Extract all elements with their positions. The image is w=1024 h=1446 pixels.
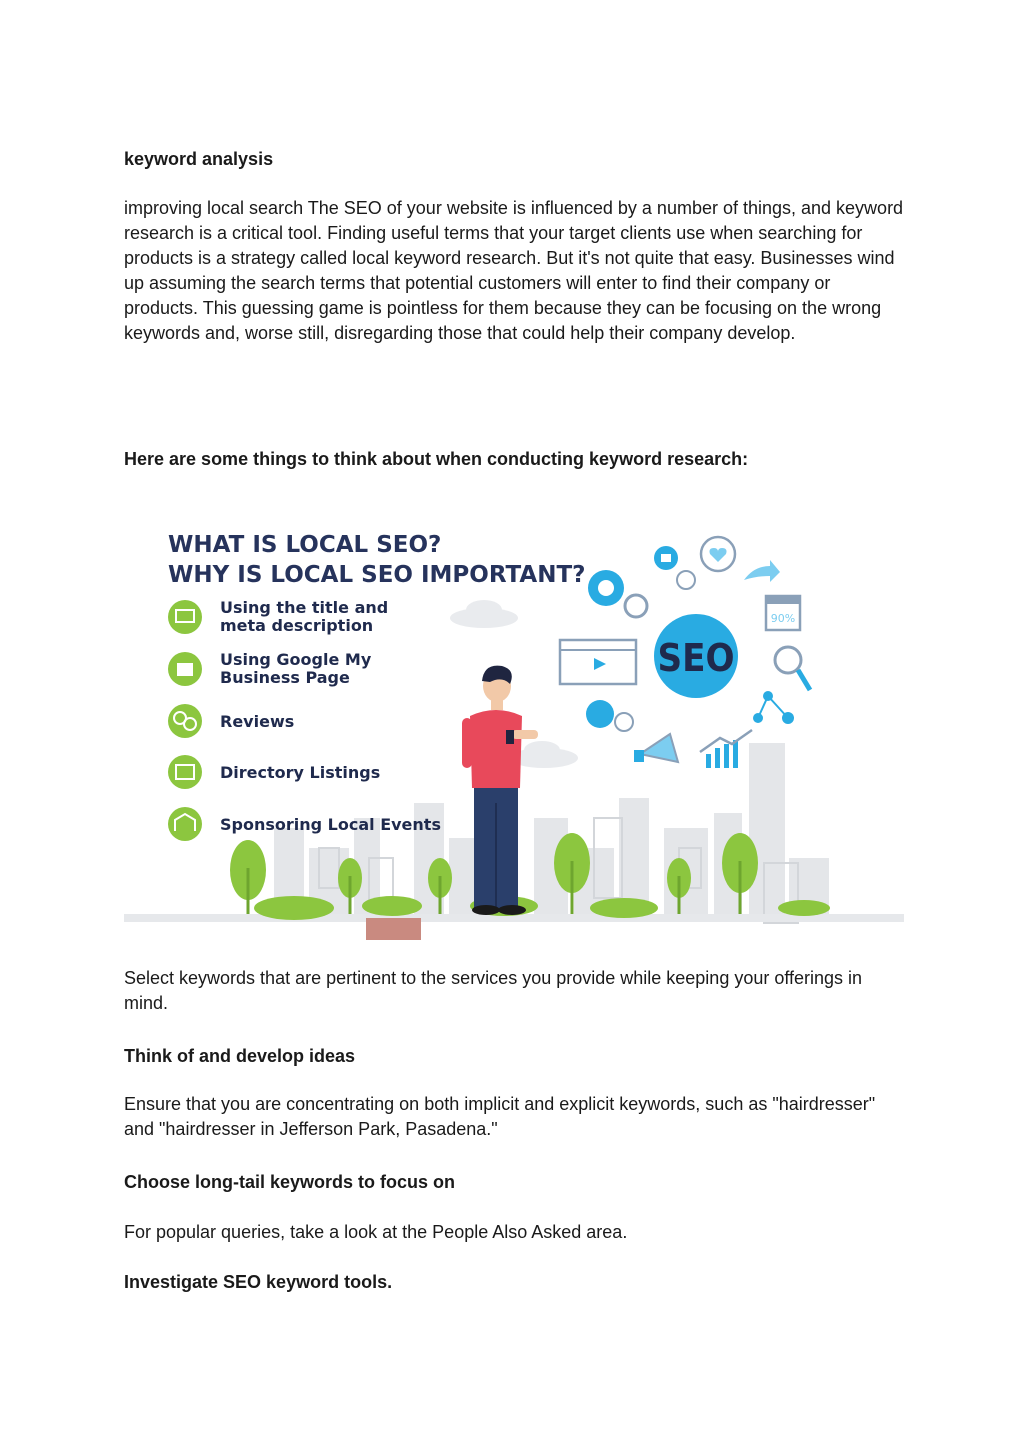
item-3-line-1: Reviews [220, 712, 295, 731]
coin-icon [586, 700, 633, 731]
seo-icons [560, 537, 810, 768]
local-seo-infographic [124, 518, 904, 940]
infographic-title-line-2: WHY IS LOCAL SEO IMPORTANT? [168, 562, 586, 588]
share-nodes-icon [753, 691, 794, 724]
megaphone-icon [634, 734, 678, 762]
browser-window-icon [560, 640, 636, 684]
section-heading-keyword-analysis: keyword analysis [124, 149, 274, 169]
event-tent-icon [168, 807, 202, 841]
heart-icon [701, 537, 735, 571]
like-bubble-icon [654, 546, 678, 570]
item-2-line-1: Using Google My [220, 650, 372, 669]
percent-badge: 90% [770, 612, 796, 625]
section-heading-develop-ideas: Think of and develop ideas [124, 1046, 356, 1066]
magnifier-icon [775, 647, 810, 690]
gear-icon [588, 570, 647, 617]
infographic-item-directory [168, 755, 380, 789]
share-arrow-icon [744, 560, 780, 582]
paragraph-implicit-explicit: Ensure that you are concentrating on both implicit and explicit keywords, such as "hairdresser" and "hairdresser in Jefferson Park, Pasadena." [124, 1094, 876, 1139]
infographic-item-title-meta [168, 598, 388, 635]
intro-paragraph: improving local search The SEO of your website is influenced by a number of things, and keyword research is a critical tool. Finding useful terms that your target clients use when searching for products is a strategy called local keyword research. But it's not quite that easy. Businesses wind up assuming the search terms that potential customers will enter to find their company or products. This guessing game is pointless for them because they can be focusing on the wrong keywords and, worse still, disregarding those that could help their company develop. [124, 198, 904, 343]
item-4-line-1: Directory Listings [220, 763, 381, 782]
section-heading-long-tail: Choose long-tail keywords to focus on [124, 1172, 456, 1192]
directory-map-icon [168, 755, 202, 789]
ground-block [366, 918, 421, 940]
item-2-line-2: Business Page [220, 668, 350, 687]
growth-chart-icon [700, 730, 752, 768]
item-5-line-1: Sponsoring Local Events [220, 815, 441, 834]
item-1-line-2: meta description [220, 616, 374, 635]
infographic-item-reviews [168, 704, 294, 738]
calendar-icon [766, 596, 800, 630]
paragraph-people-also-asked: For popular queries, take a look at the People Also Asked area. [124, 1222, 628, 1242]
paragraph-select-keywords: Select keywords that are pertinent to the services you provide while keeping your offerings in mind. [124, 968, 863, 1013]
infographic-item-google-business [168, 650, 372, 687]
section-heading-things-to-think-about: Here are some things to think about when conducting keyword research: [124, 449, 749, 469]
infographic-title-line-1: WHAT IS LOCAL SEO? [168, 532, 442, 558]
section-heading-seo-tools: Investigate SEO keyword tools. [124, 1272, 393, 1292]
infographic-item-events [168, 807, 441, 841]
location-pin-icon [677, 571, 695, 589]
item-1-line-1: Using the title and [220, 598, 389, 617]
seo-badge: SEO [657, 636, 735, 680]
monitor-search-icon [168, 600, 202, 634]
